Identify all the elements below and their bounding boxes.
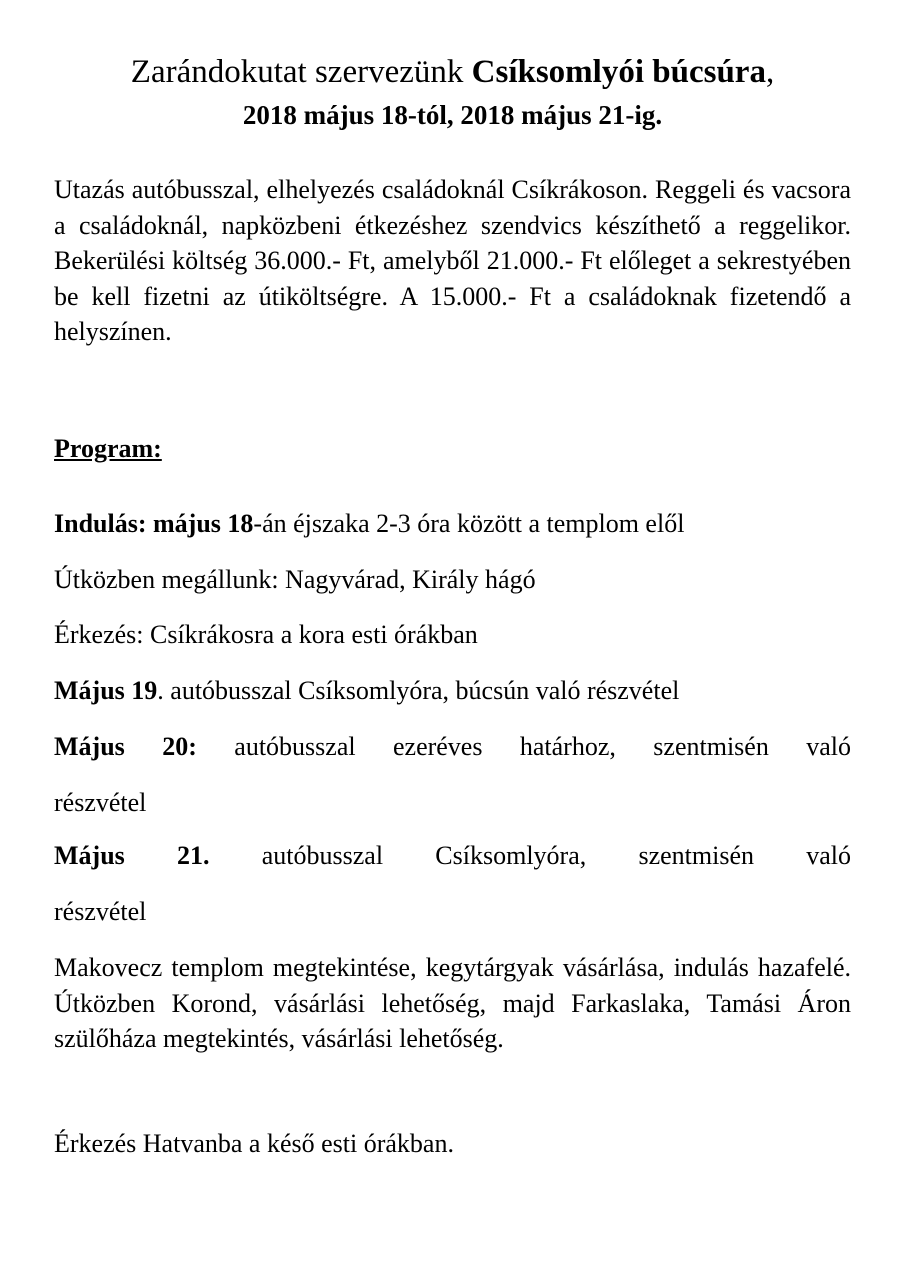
title-bold: Csíksomlyói búcsúra: [471, 54, 766, 90]
program-heading: Program:: [54, 434, 162, 463]
closing-paragraph: Makovecz templom megtekintése, kegytárgyak vásárlása, indulás hazafelé. Útközben Korond, vásárlási lehetőség, majd Farkaslaka, Tamási Áron szülőháza megtekintés, vásárlási lehetőség.: [54, 953, 851, 1053]
departure-text: -án éjszaka 2-3 óra között a templom elől: [253, 509, 685, 538]
program-may20-line2: részvétel: [54, 788, 147, 817]
program-arrival: Érkezés: Csíkrákosra a kora esti órákban: [54, 620, 478, 649]
may21-label: Május 21.: [54, 841, 210, 870]
program-stops: Útközben megállunk: Nagyvárad, Király hágó: [54, 565, 536, 594]
may19-label: Május 19: [54, 676, 158, 705]
program-may21-line2: részvétel: [54, 897, 147, 926]
title-prefix: Zarándokutat szervezünk: [130, 54, 472, 90]
page-subtitle: 2018 május 18-tól, 2018 május 21-ig.: [242, 100, 663, 130]
program-may20-line1: [54, 729, 851, 765]
return-arrival: Érkezés Hatvanba a késő esti órákban.: [54, 1129, 454, 1158]
departure-label: Indulás: május 18: [54, 509, 254, 538]
may20-text: autóbusszal ezeréves határhoz, szentmisén való: [196, 732, 852, 761]
may19-text: . autóbusszal Csíksomlyóra, búcsún való részvétel: [157, 676, 680, 705]
title-suffix: ,: [765, 54, 775, 90]
page-title: [0, 52, 905, 92]
program-may21-line1: [54, 838, 851, 874]
program-departure: [54, 506, 851, 542]
may21-text: autóbusszal Csíksomlyóra, szentmisén való: [209, 841, 851, 870]
may20-label: Május 20:: [54, 732, 197, 761]
intro-paragraph: Utazás autóbusszal, elhelyezés családoknál Csíkrákoson. Reggeli és vacsora a családoknál, napközbeni étkezéshez szendvics készíthető a reggelikor. Bekerülési költség 36.000.- Ft, amelyből 21.000.- Ft előleget a sekrestyében be kell fizetni az útiköltségre. A 15.000.- Ft a családoknak fizetendő a helyszínen.: [54, 175, 851, 346]
program-may19: [54, 673, 851, 709]
